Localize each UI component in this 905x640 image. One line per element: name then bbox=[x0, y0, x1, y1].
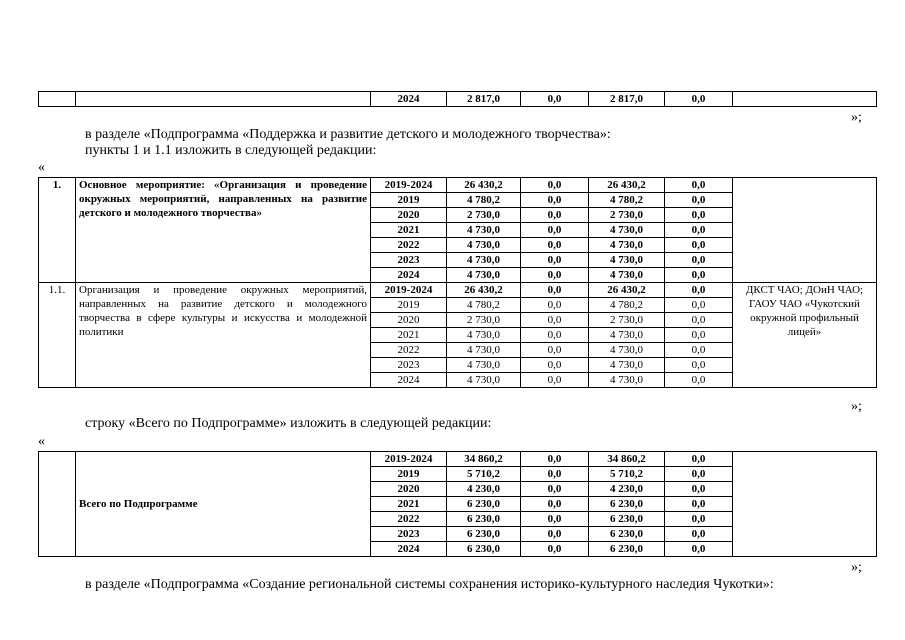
other-cell: 0,0 bbox=[665, 268, 733, 283]
reg-cell: 6 230,0 bbox=[589, 527, 665, 542]
year-cell: 2023 bbox=[371, 358, 447, 373]
other-cell: 0,0 bbox=[665, 527, 733, 542]
total-cell: 4 730,0 bbox=[447, 238, 521, 253]
year-cell: 2023 bbox=[371, 527, 447, 542]
open-quote-2: « bbox=[38, 434, 45, 449]
reg-cell: 4 730,0 bbox=[589, 358, 665, 373]
reg-cell: 4 730,0 bbox=[589, 238, 665, 253]
fed-cell: 0,0 bbox=[521, 208, 589, 223]
fed-cell: 0,0 bbox=[521, 497, 589, 512]
fed-cell: 0,0 bbox=[521, 343, 589, 358]
responsible-cell: ДКСТ ЧАО; ДОиН ЧАО; ГАОУ ЧАО «Чукотский окружной профильный лицей» bbox=[733, 283, 877, 388]
fed-cell: 0,0 bbox=[521, 542, 589, 557]
year-cell: 2024 bbox=[371, 373, 447, 388]
reg-cell: 6 230,0 bbox=[589, 497, 665, 512]
close-quote-2: »; bbox=[851, 399, 862, 414]
total-cell: 5 710,2 bbox=[447, 467, 521, 482]
other-cell: 0,0 bbox=[665, 497, 733, 512]
reg-cell: 4 730,0 bbox=[589, 328, 665, 343]
total-cell: 4 230,0 bbox=[447, 482, 521, 497]
fed-cell: 0,0 bbox=[521, 238, 589, 253]
other-cell: 0,0 bbox=[665, 238, 733, 253]
year-row bbox=[39, 178, 877, 193]
other-cell: 0,0 bbox=[665, 328, 733, 343]
total-rows bbox=[39, 452, 877, 557]
reg-cell: 4 780,2 bbox=[589, 298, 665, 313]
reg-cell: 4 230,0 bbox=[589, 482, 665, 497]
reg-cell: 5 710,2 bbox=[589, 467, 665, 482]
total-cell: 2 730,0 bbox=[447, 313, 521, 328]
paragraph-total-instruction: строку «Всего по Подпрограмме» изложить в следующей редакции: bbox=[85, 416, 492, 431]
year-row bbox=[39, 283, 877, 298]
reg-cell: 2 817,0 bbox=[589, 92, 665, 107]
total-cell: 4 730,0 bbox=[447, 358, 521, 373]
other-cell: 0,0 bbox=[665, 253, 733, 268]
other-cell: 0,0 bbox=[665, 208, 733, 223]
year-cell: 2019-2024 bbox=[371, 283, 447, 298]
reg-cell: 2 730,0 bbox=[589, 313, 665, 328]
other-cell: 0,0 bbox=[665, 223, 733, 238]
year-cell: 2021 bbox=[371, 223, 447, 238]
year-cell: 2020 bbox=[371, 208, 447, 223]
fed-cell: 0,0 bbox=[521, 193, 589, 208]
reg-cell: 4 730,0 bbox=[589, 373, 665, 388]
other-cell: 0,0 bbox=[665, 193, 733, 208]
year-cell: 2020 bbox=[371, 313, 447, 328]
items-table bbox=[38, 177, 877, 388]
fed-cell: 0,0 bbox=[521, 313, 589, 328]
total-cell: 4 730,0 bbox=[447, 268, 521, 283]
fed-cell: 0,0 bbox=[521, 358, 589, 373]
fed-cell: 0,0 bbox=[521, 298, 589, 313]
top-table-fragment bbox=[38, 91, 877, 107]
year-row bbox=[39, 452, 877, 467]
year-cell: 2021 bbox=[371, 497, 447, 512]
year-cell: 2024 bbox=[371, 92, 447, 107]
item-number: 1. bbox=[39, 178, 76, 283]
fed-cell: 0,0 bbox=[521, 223, 589, 238]
item-description: Всего по Подпрограмме bbox=[76, 452, 371, 557]
total-cell: 4 780,2 bbox=[447, 298, 521, 313]
total-cell: 4 730,0 bbox=[447, 223, 521, 238]
total-cell: 6 230,0 bbox=[447, 497, 521, 512]
reg-cell: 4 730,0 bbox=[589, 268, 665, 283]
other-cell: 0,0 bbox=[665, 482, 733, 497]
item-description: Основное мероприятие: «Организация и проведение окружных мероприятий, направленных на развитие детского и молодежного творчества» bbox=[76, 178, 371, 283]
fed-cell: 0,0 bbox=[521, 373, 589, 388]
fed-cell: 0,0 bbox=[521, 512, 589, 527]
other-cell: 0,0 bbox=[665, 298, 733, 313]
other-cell: 0,0 bbox=[665, 542, 733, 557]
total-cell: 4 730,0 bbox=[447, 373, 521, 388]
item-description: Организация и проведение окружных мероприятий, направленных на развитие детского и молодежного творчества в сфере культуры и искусства и молодежной политики bbox=[76, 283, 371, 388]
reg-cell: 4 730,0 bbox=[589, 223, 665, 238]
year-cell: 2022 bbox=[371, 238, 447, 253]
fed-cell: 0,0 bbox=[521, 527, 589, 542]
year-cell: 2022 bbox=[371, 512, 447, 527]
other-cell: 0,0 bbox=[665, 452, 733, 467]
item-1-1-rows bbox=[39, 283, 877, 388]
close-quote-3: »; bbox=[851, 560, 862, 575]
paragraph-next-section: в разделе «Подпрограмма «Создание региональной системы сохранения историко-культурного наследия Чукотки»: bbox=[85, 577, 774, 592]
reg-cell: 4 730,0 bbox=[589, 253, 665, 268]
year-cell: 2019-2024 bbox=[371, 452, 447, 467]
fed-cell: 0,0 bbox=[521, 92, 589, 107]
other-cell: 0,0 bbox=[665, 358, 733, 373]
fed-cell: 0,0 bbox=[521, 452, 589, 467]
total-cell: 4 730,0 bbox=[447, 253, 521, 268]
fed-cell: 0,0 bbox=[521, 467, 589, 482]
total-cell: 4 730,0 bbox=[447, 343, 521, 358]
other-cell: 0,0 bbox=[665, 343, 733, 358]
responsible-cell bbox=[733, 178, 877, 283]
total-cell: 6 230,0 bbox=[447, 512, 521, 527]
year-cell: 2019-2024 bbox=[371, 178, 447, 193]
total-cell: 6 230,0 bbox=[447, 542, 521, 557]
reg-cell: 26 430,2 bbox=[589, 283, 665, 298]
year-cell: 2020 bbox=[371, 482, 447, 497]
total-cell: 34 860,2 bbox=[447, 452, 521, 467]
other-cell: 0,0 bbox=[665, 178, 733, 193]
close-quote: »; bbox=[851, 110, 862, 125]
total-cell: 4 780,2 bbox=[447, 193, 521, 208]
total-cell: 2 817,0 bbox=[447, 92, 521, 107]
total-table bbox=[38, 451, 877, 557]
reg-cell: 2 730,0 bbox=[589, 208, 665, 223]
other-cell: 0,0 bbox=[665, 373, 733, 388]
reg-cell: 4 730,0 bbox=[589, 343, 665, 358]
fed-cell: 0,0 bbox=[521, 253, 589, 268]
paragraph-section-heading: в разделе «Подпрограмма «Поддержка и развитие детского и молодежного творчества»: bbox=[85, 127, 611, 142]
item-number: 1.1. bbox=[39, 283, 76, 388]
total-cell: 2 730,0 bbox=[447, 208, 521, 223]
item-1-rows bbox=[39, 178, 877, 283]
year-cell: 2019 bbox=[371, 298, 447, 313]
reg-cell: 4 780,2 bbox=[589, 193, 665, 208]
year-cell: 2022 bbox=[371, 343, 447, 358]
reg-cell: 34 860,2 bbox=[589, 452, 665, 467]
other-cell: 0,0 bbox=[665, 283, 733, 298]
year-cell: 2021 bbox=[371, 328, 447, 343]
fed-cell: 0,0 bbox=[521, 283, 589, 298]
fed-cell: 0,0 bbox=[521, 178, 589, 193]
other-cell: 0,0 bbox=[665, 313, 733, 328]
responsible-cell bbox=[733, 452, 877, 557]
reg-cell: 26 430,2 bbox=[589, 178, 665, 193]
open-quote: « bbox=[38, 160, 45, 175]
total-cell: 26 430,2 bbox=[447, 178, 521, 193]
total-cell: 4 730,0 bbox=[447, 328, 521, 343]
total-cell: 26 430,2 bbox=[447, 283, 521, 298]
fed-cell: 0,0 bbox=[521, 268, 589, 283]
other-cell: 0,0 bbox=[665, 467, 733, 482]
year-cell: 2024 bbox=[371, 268, 447, 283]
fed-cell: 0,0 bbox=[521, 328, 589, 343]
other-cell: 0,0 bbox=[665, 92, 733, 107]
other-cell: 0,0 bbox=[665, 512, 733, 527]
reg-cell: 6 230,0 bbox=[589, 512, 665, 527]
year-cell: 2023 bbox=[371, 253, 447, 268]
year-cell: 2019 bbox=[371, 193, 447, 208]
item-number bbox=[39, 452, 76, 557]
total-cell: 6 230,0 bbox=[447, 527, 521, 542]
fed-cell: 0,0 bbox=[521, 482, 589, 497]
year-cell: 2019 bbox=[371, 467, 447, 482]
year-cell: 2024 bbox=[371, 542, 447, 557]
reg-cell: 6 230,0 bbox=[589, 542, 665, 557]
paragraph-items-instruction: пункты 1 и 1.1 изложить в следующей редакции: bbox=[85, 143, 377, 158]
